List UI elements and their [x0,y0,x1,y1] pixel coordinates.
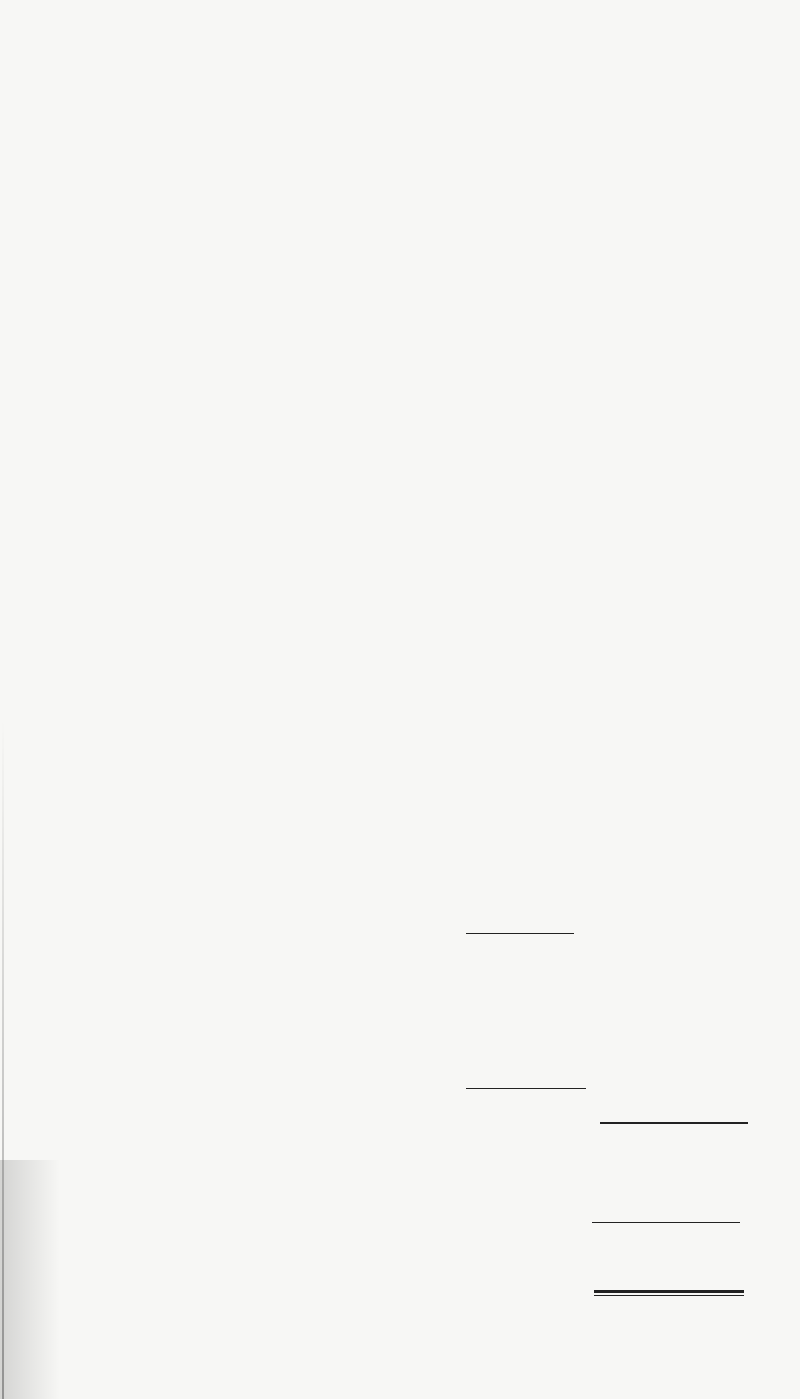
grand-total-rule-bottom-2 [594,1295,744,1296]
page-edge-line [2,720,4,1399]
section-rule [600,1122,748,1124]
grand-total-rule-top [592,1222,740,1223]
subtotal-rule [466,933,574,934]
page-edge-shadow [0,1160,60,1399]
subtotal-rule [466,1088,586,1089]
grand-total-rule-bottom [594,1290,744,1293]
